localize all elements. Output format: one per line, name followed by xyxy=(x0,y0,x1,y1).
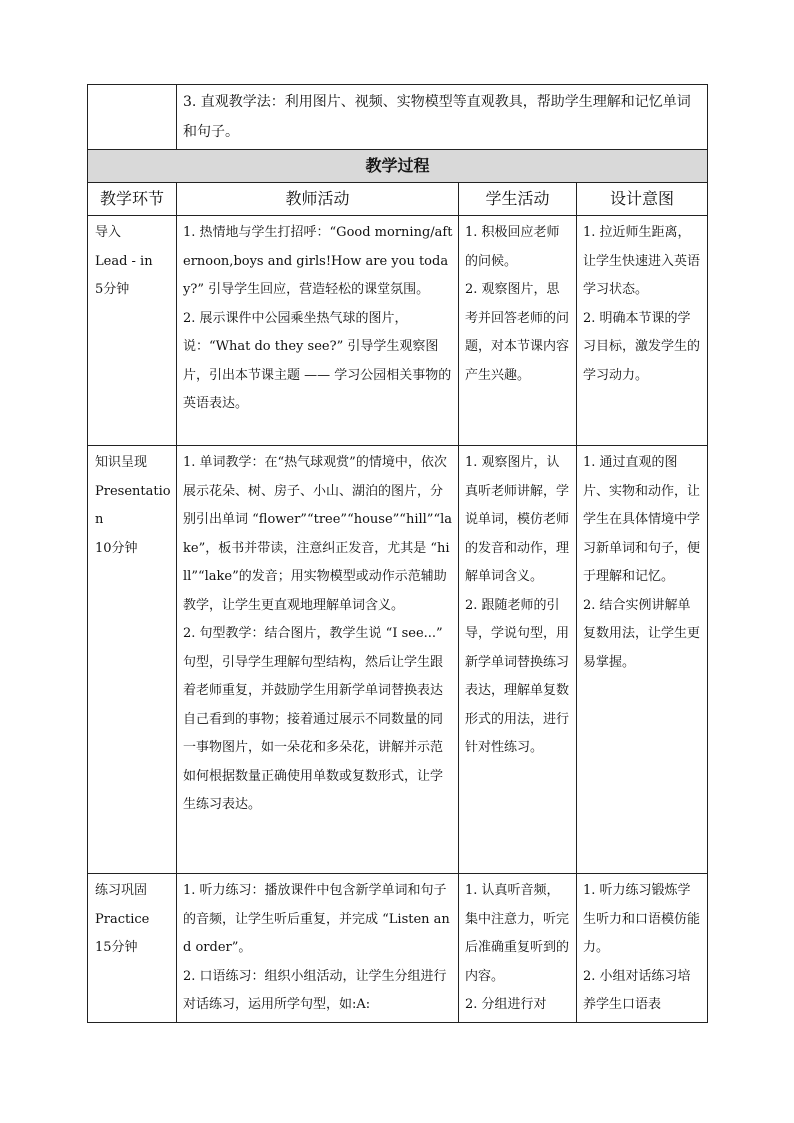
stage-name-en: Presentation xyxy=(95,483,171,527)
student-activity-item: 1. 积极回应老师的问候。 xyxy=(465,225,560,269)
header-teacher-activity: 教师活动 xyxy=(177,183,459,216)
student-activity-cell xyxy=(459,446,577,874)
stage-cell xyxy=(88,446,177,874)
design-intent-item: 2. 结合实例讲解单复数用法，让学生更易掌握。 xyxy=(583,597,701,670)
stage-cell xyxy=(88,216,177,446)
teacher-activity-item: 2. 展示课件中公园乘坐热气球的图片，说：“What do they see?” 引导学生观察图片，引出本节课主题 —— 学习公园相关事物的英语表达。 xyxy=(183,310,452,411)
section-title: 教学过程 xyxy=(88,150,708,183)
design-intent-cell xyxy=(577,874,708,1023)
stage-name: 练习巩固 xyxy=(95,883,148,898)
table-row xyxy=(88,446,708,874)
design-intent-item: 2. 明确本节课的学习目标，激发学生的学习动力。 xyxy=(583,310,701,383)
design-intent-item: 2. 小组对话练习培养学生口语表 xyxy=(583,968,691,1012)
stage-name: 导入 xyxy=(95,225,122,240)
stage-name: 知识呈现 xyxy=(95,455,148,470)
design-intent-cell xyxy=(577,216,708,446)
teacher-activity-cell xyxy=(177,874,459,1023)
stage-cell xyxy=(88,874,177,1023)
header-design-intent: 设计意图 xyxy=(577,183,708,216)
design-intent-cell xyxy=(577,446,708,874)
teacher-activity-cell xyxy=(177,216,459,446)
intro-row xyxy=(88,85,708,150)
teacher-activity-item: 2. 句型教学：结合图片，教学生说 “I see...” 句型，引导学生理解句型结构，然后让学生跟着老师重复，并鼓励学生用新学单词替换表达自己看到的事物；接着通过展示不同数量的同一事物图片，如一朵花和多朵花，讲解并示范如何根据数量正确使用单数或复数形式，让学生练习表达。 xyxy=(183,626,444,812)
teacher-activity-item: 1. 热情地与学生打招呼：“Good morning/afternoon,boys and girls!How are you today?” 引导学生回应，营造轻松的课堂氛围。 xyxy=(183,225,453,297)
teaching-process-table xyxy=(87,84,708,1023)
intro-blank-cell xyxy=(88,85,177,150)
student-activity-item: 1. 认真听音频，集中注意力，听完后准确重复听到的内容。 xyxy=(465,883,570,984)
teacher-activity-item: 2. 口语练习：组织小组活动，让学生分组进行对话练习，运用所学句型，如:A: xyxy=(183,968,447,1012)
student-activity-item: 2. 分组进行对 xyxy=(465,997,547,1012)
design-intent-item: 1. 拉近师生距离，让学生快速进入英语学习状态。 xyxy=(583,225,701,297)
student-activity-item: 2. 观察图片，思考并回答老师的问题，对本节课内容产生兴趣。 xyxy=(465,282,570,383)
stage-name-en: Practice xyxy=(95,911,150,927)
intro-method-cell: 3. 直观教学法：利用图片、视频、实物模型等直观教具，帮助学生理解和记忆单词和句子。 xyxy=(177,85,708,150)
teacher-activity-item: 1. 听力练习：播放课件中包含新学单词和句子的音频，让学生听后重复，并完成 “Listen and order”。 xyxy=(183,883,450,955)
student-activity-cell xyxy=(459,216,577,446)
table-row xyxy=(88,216,708,446)
header-student-activity: 学生活动 xyxy=(459,183,577,216)
teacher-activity-item: 1. 单词教学：在“热气球观赏”的情境中，依次展示花朵、树、房子、小山、湖泊的图片，分别引出单词 “flower”“tree”“house”“hill”“lake”，板书并带读，注意纠正发音，尤其是 “hill”“lake”的发音；用实物模型或动作示范辅助教学，让学生更直观地理解单词含义。 xyxy=(183,455,452,613)
student-activity-item: 1. 观察图片，认真听老师讲解，学说单词，模仿老师的发音和动作，理解单词含义。 xyxy=(465,455,570,584)
stage-name-en: Lead - in xyxy=(95,253,153,269)
teacher-activity-cell xyxy=(177,446,459,874)
design-intent-item: 1. 听力练习锻炼学生听力和口语模仿能力。 xyxy=(583,883,701,955)
design-intent-item: 1. 通过直观的图片、实物和动作，让学生在具体情境中学习新单词和句子，便于理解和记忆。 xyxy=(583,455,701,584)
student-activity-item: 2. 跟随老师的引导，学说句型，用新学单词替换练习表达，理解单复数形式的用法，进行针对性练习。 xyxy=(465,597,570,755)
header-stage: 教学环节 xyxy=(88,183,177,216)
student-activity-cell xyxy=(459,874,577,1023)
section-title-row xyxy=(88,150,708,183)
stage-duration: 5分钟 xyxy=(95,282,130,297)
header-row xyxy=(88,183,708,216)
table-row xyxy=(88,874,708,1023)
stage-duration: 15分钟 xyxy=(95,940,138,955)
stage-duration: 10分钟 xyxy=(95,540,138,556)
